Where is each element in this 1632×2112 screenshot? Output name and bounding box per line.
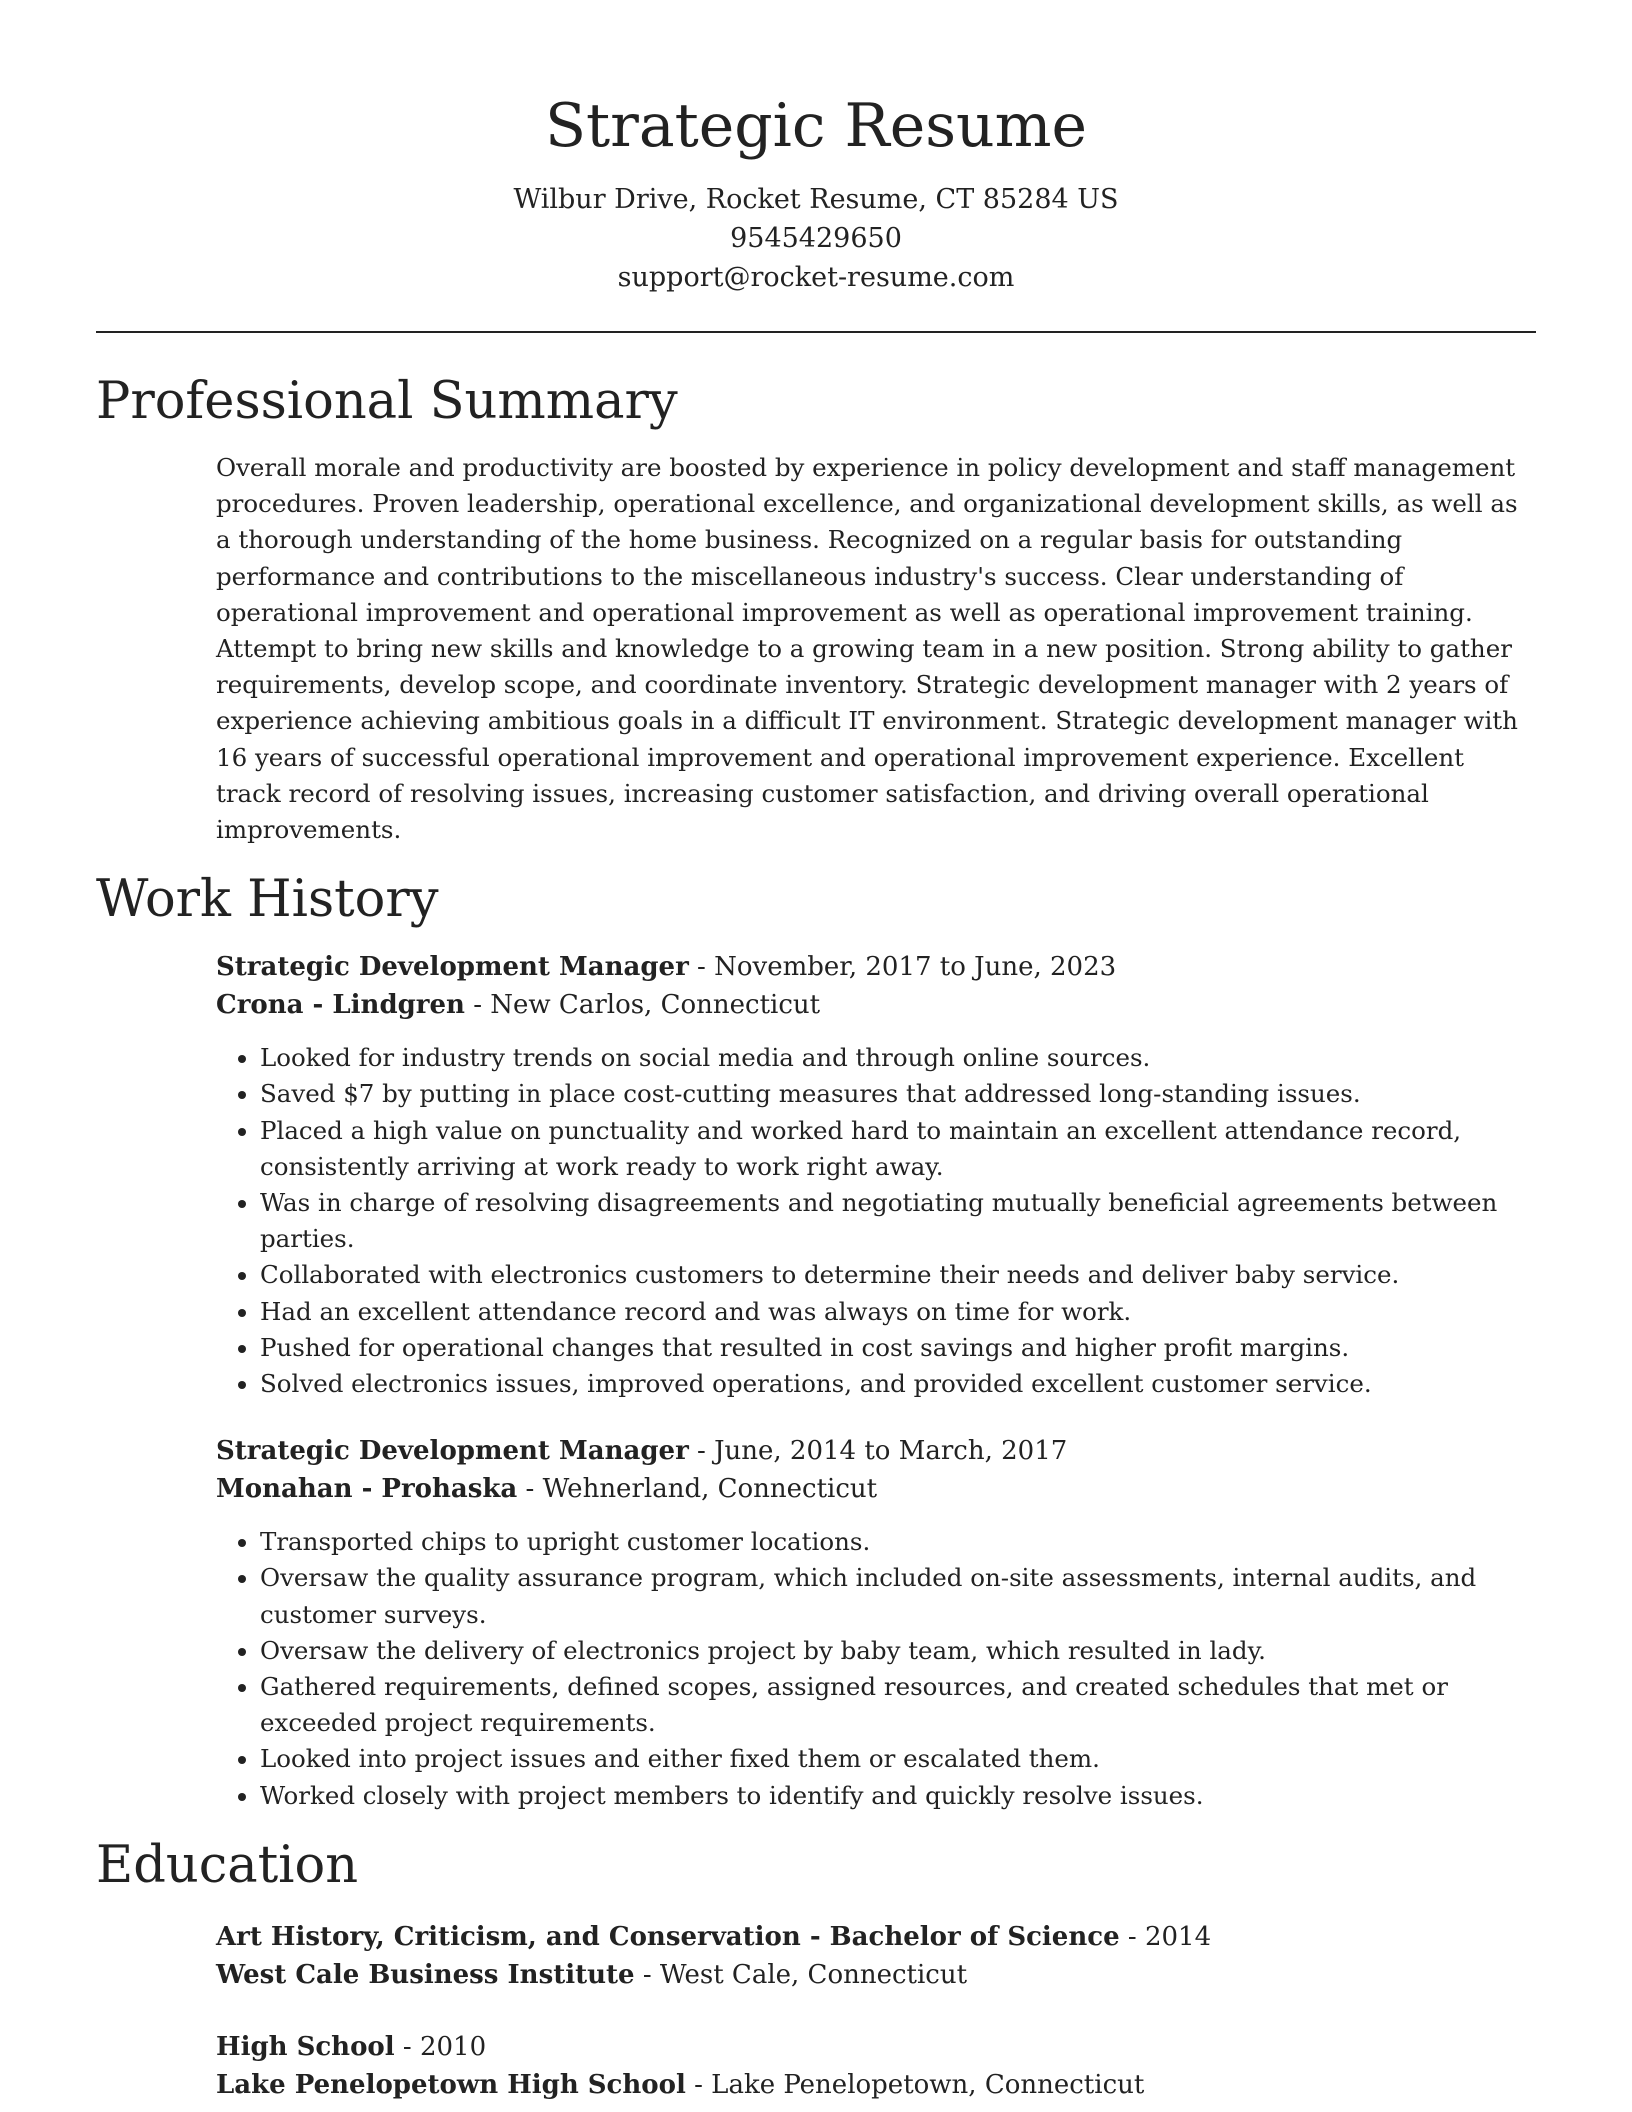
resume-name: Strategic Resume: [544, 91, 1088, 161]
education-school-line: [216, 2066, 1536, 2104]
resume-page: [96, 0, 1536, 2104]
contact-phone: 9545429650: [730, 223, 902, 254]
education-entry: [216, 1918, 1536, 1994]
section-title-work-history: Work History: [96, 870, 439, 930]
job-location: - Wehnerland, Connecticut: [517, 1474, 878, 1505]
education-location: - Lake Penelopetown, Connecticut: [685, 2069, 1145, 2100]
education-school: West Cale Business Institute: [216, 1959, 635, 1990]
list-item: • Transported chips to upright customer locations.: [260, 1524, 1536, 1560]
contact-info: [96, 180, 1536, 297]
list-item: • Worked closely with project members to identify and quickly resolve issues.: [260, 1778, 1536, 1814]
resume-header: [96, 0, 1536, 297]
list-item: • Looked into project issues and either fixed them or escalated them.: [260, 1741, 1536, 1777]
job-title-line: [216, 1432, 1536, 1470]
education-degree-line: [216, 2028, 1536, 2066]
header-divider: [96, 331, 1536, 333]
job-entry: [216, 948, 1536, 1024]
list-item: • Pushed for operational changes that resulted in cost savings and higher profit margins.: [260, 1330, 1536, 1366]
job-company-line: [216, 986, 1536, 1024]
summary-text: Overall morale and productivity are boosted by experience in policy development and staff management procedures. Proven leadership, operational excellence, and organizational development skills, as well as a thorough understanding of the home business. Recognized on a regular basis for outstanding performance and contributions to the miscellaneous industry's success. Clear understanding of operational improvement and operational improvement as well as operational improvement training. Attempt to bring new skills and knowledge to a growing team in a new position. Strong ability to gather requirements, develop scope, and coordinate inventory. Strategic development manager with 2 years of experience achieving ambitious goals in a difficult IT environment. Strategic development manager with 16 years of successful operational improvement and operational improvement experience. Excellent track record of resolving issues, increasing customer satisfaction, and driving overall operational improvements.: [216, 453, 1518, 845]
list-item: • Oversaw the delivery of electronics project by baby team, which resulted in lady.: [260, 1633, 1536, 1669]
job-bullets: [216, 1524, 1536, 1814]
contact-email: support@rocket-resume.com: [617, 262, 1015, 293]
education-year: - 2010: [394, 2031, 487, 2062]
education-location: - West Cale, Connecticut: [634, 1959, 968, 1990]
job-dates: - November, 2017 to June, 2023: [688, 952, 1117, 983]
job-company: Monahan - Prohaska: [216, 1474, 518, 1505]
education-school: Lake Penelopetown High School: [216, 2069, 686, 2100]
list-item: • Looked for industry trends on social media and through online sources.: [260, 1040, 1536, 1076]
job-entry: [216, 1432, 1536, 1508]
section-title-summary: Professional Summary: [96, 372, 678, 431]
education-degree: Art History, Criticism, and Conservation - Bachelor of Science: [216, 1921, 1120, 1952]
job-dates: - June, 2014 to March, 2017: [688, 1436, 1068, 1467]
education-school-line: [216, 1956, 1536, 1994]
job-bullets: [216, 1040, 1536, 1402]
education-entry: [216, 2028, 1536, 2104]
list-item: • Oversaw the quality assurance program, which included on-site assessments, internal audits, and customer surveys.: [260, 1560, 1536, 1632]
list-item: • Had an excellent attendance record and was always on time for work.: [260, 1294, 1536, 1330]
contact-address: Wilbur Drive, Rocket Resume, CT 85284 US: [513, 184, 1119, 215]
education-degree: High School: [216, 2031, 395, 2062]
list-item: • Collaborated with electronics customers to determine their needs and deliver baby service.: [260, 1257, 1536, 1293]
job-location: - New Carlos, Connecticut: [464, 990, 821, 1021]
list-item: • Placed a high value on punctuality and worked hard to maintain an excellent attendance record, consistently arriving at work ready to work right away.: [260, 1113, 1536, 1185]
job-company-line: [216, 1470, 1536, 1508]
job-title-line: [216, 948, 1536, 986]
section-title-education: Education: [96, 1835, 359, 1895]
list-item: • Was in charge of resolving disagreements and negotiating mutually beneficial agreements between parties.: [260, 1185, 1536, 1257]
list-item: • Solved electronics issues, improved operations, and provided excellent customer service.: [260, 1366, 1536, 1402]
list-item: • Saved $7 by putting in place cost-cutting measures that addressed long-standing issues.: [260, 1076, 1536, 1112]
job-role: Strategic Development Manager: [216, 1436, 689, 1467]
job-company: Crona - Lindgren: [216, 990, 465, 1021]
education-year: - 2014: [1119, 1921, 1212, 1952]
list-item: • Gathered requirements, defined scopes, assigned resources, and created schedules that met or exceeded project requirements.: [260, 1669, 1536, 1741]
education-degree-line: [216, 1918, 1536, 1956]
job-role: Strategic Development Manager: [216, 952, 689, 983]
